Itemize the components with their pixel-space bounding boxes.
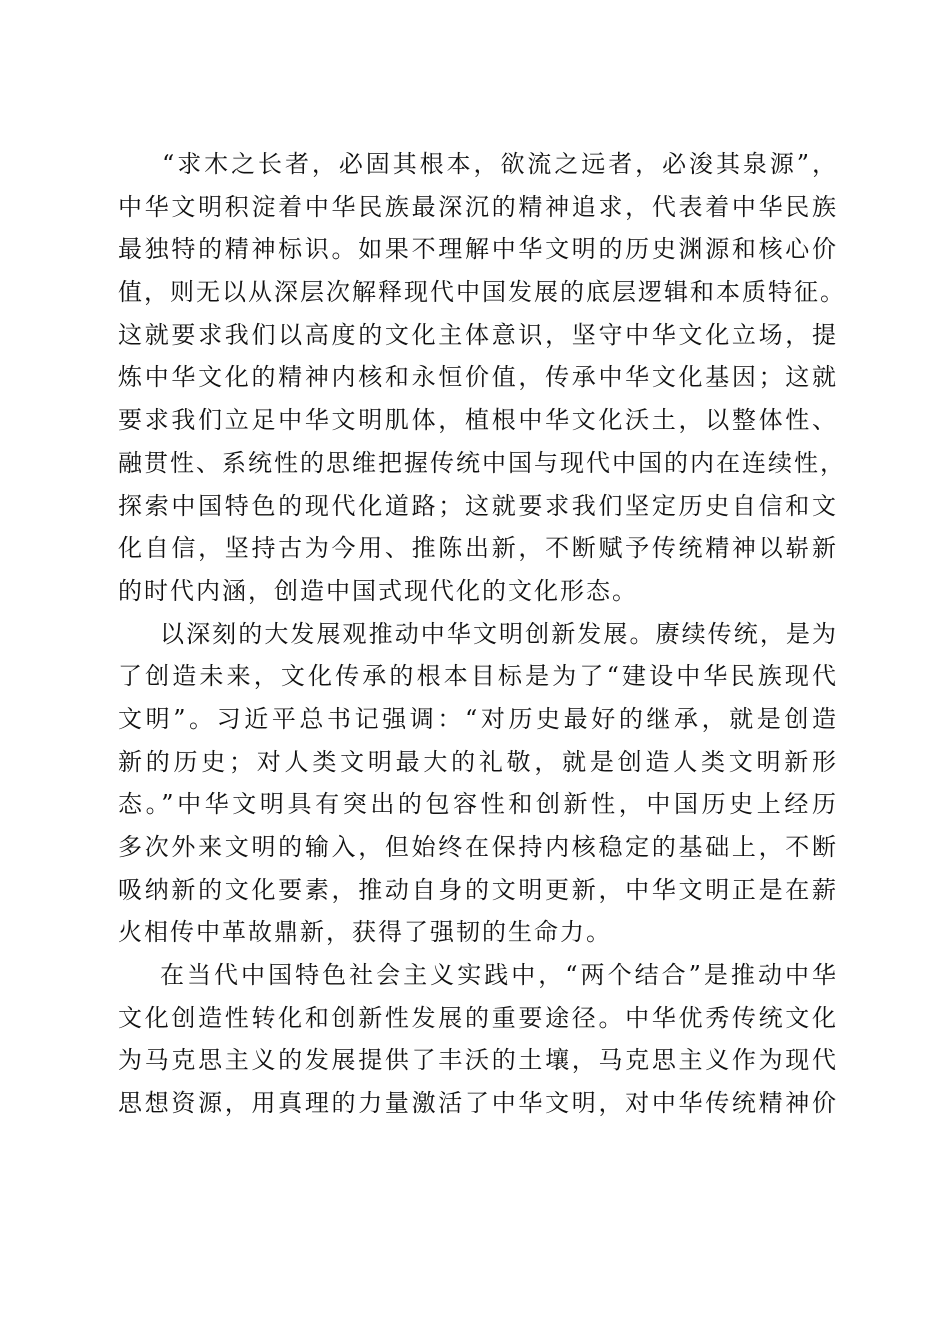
paragraph-2-line-6: 多次外来文明的输入，但始终在保持内核稳定的基础上，不断: [118, 833, 838, 861]
paragraph-1-line-2: 中华文明积淀着中华民族最深沉的精神追求，代表着中华民族: [118, 192, 838, 221]
paragraph-1-line-8: 融贯性、系统性的思维把握传统中国与现代中国的内在连续性，: [118, 448, 846, 477]
paragraph-1-line-6: 炼中华文化的精神内核和永恒价值，传承中华文化基因；这就: [118, 363, 838, 392]
paragraph-2-line-1: 以深刻的大发展观推动中华文明创新发展。赓续传统，是为: [160, 619, 838, 648]
paragraph-1-line-4: 值，则无以从深层次解释现代中国发展的底层逻辑和本质特征。: [118, 278, 846, 307]
paragraph-1-line-10: 化自信，坚持古为今用、推陈出新，不断赋予传统精神以崭新: [118, 534, 838, 563]
paragraph-1-line-9: 探索中国特色的现代化道路；这就要求我们坚定历史自信和文: [118, 491, 838, 520]
paragraph-1-line-1: “求木之长者，必固其根本，欲流之远者，必浚其泉源”，: [162, 150, 838, 178]
paragraph-2-line-8: 火相传中革故鼎新，获得了强韧的生命力。: [118, 918, 612, 947]
paragraph-1-line-11: 的时代内涵，创造中国式现代化的文化形态。: [118, 576, 638, 605]
paragraph-3-line-4: 思想资源，用真理的力量激活了中华文明，对中华传统精神价: [118, 1089, 838, 1118]
paragraph-2-line-5: 态。”中华文明具有突出的包容性和创新性，中国历史上经历: [118, 790, 838, 819]
paragraph-2-line-2: 了创造未来，文化传承的根本目标是为了“建设中华民族现代: [118, 662, 838, 691]
paragraph-3-line-2: 文化创造性转化和创新性发展的重要途径。中华优秀传统文化: [118, 1003, 838, 1032]
paragraph-1-line-5: 这就要求我们以高度的文化主体意识，坚守中华文化立场，提: [118, 320, 838, 349]
paragraph-1-line-3: 最独特的精神标识。如果不理解中华文明的历史渊源和核心价: [118, 235, 838, 264]
paragraph-2-line-4: 新的历史；对人类文明最大的礼敬，就是创造人类文明新形: [118, 747, 838, 776]
paragraph-1-line-7: 要求我们立足中华文明肌体，植根中华文化沃土，以整体性、: [118, 406, 838, 435]
body-text: [118, 143, 846, 1125]
paragraph-3-line-1: 在当代中国特色社会主义实践中，“两个结合”是推动中华: [160, 961, 838, 990]
paragraph-2-line-7: 吸纳新的文化要素，推动自身的文明更新，中华文明正是在薪: [118, 875, 838, 904]
paragraph-2-line-3: 文明”。习近平总书记强调：“对历史最好的继承，就是创造: [118, 704, 838, 733]
paragraph-3-line-3: 为马克思主义的发展提供了丰沃的土壤，马克思主义作为现代: [118, 1046, 838, 1075]
